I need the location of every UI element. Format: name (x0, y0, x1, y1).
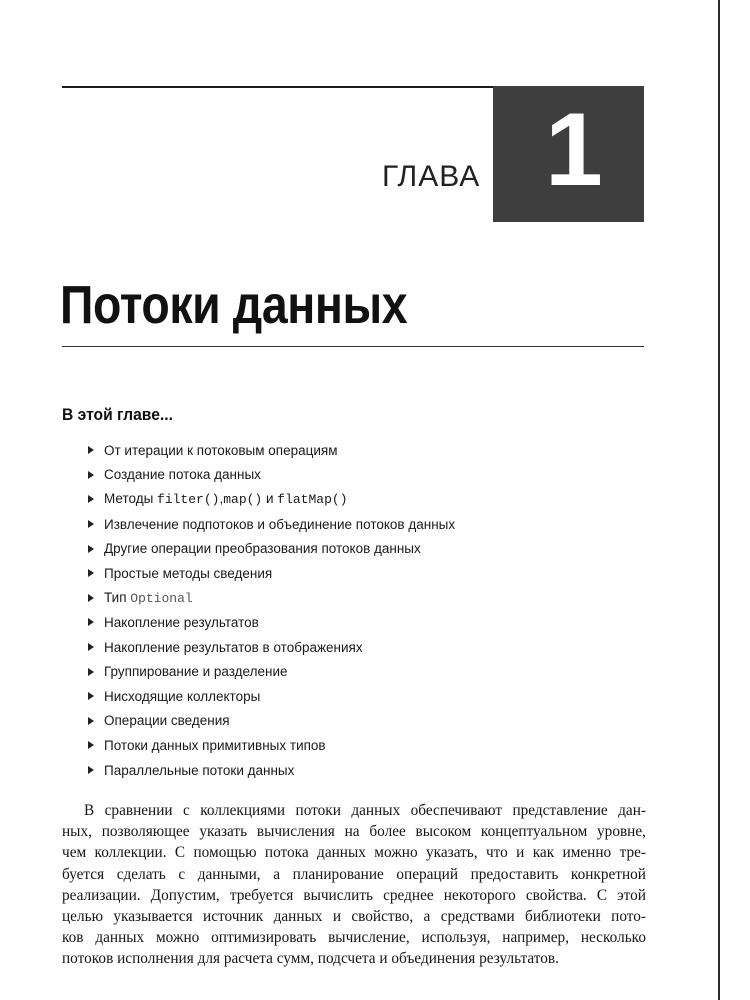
list-item-text: Тип (104, 589, 131, 605)
body-line: целью указывается источник данных и свойство, а средствами библиотеки пото- (62, 908, 646, 926)
triangle-bullet-icon (88, 471, 94, 479)
list-item-text: и (262, 491, 278, 507)
triangle-bullet-icon (88, 569, 94, 577)
code-filter: filter() (157, 492, 220, 508)
list-item (88, 684, 455, 709)
triangle-bullet-icon (88, 446, 94, 454)
list-item-separator: , (219, 491, 224, 507)
list-item-label: Накопление результатов в отображениях (104, 639, 363, 655)
chapter-title: Потоки данных (60, 275, 408, 335)
body-line: реализации. Допустим, требуется вычислить среднее некоторого свойства. С этой (62, 886, 646, 904)
triangle-bullet-icon (88, 668, 94, 676)
triangle-bullet-icon (88, 766, 94, 774)
list-item-label: Создание потока данных (104, 467, 261, 483)
list-item (88, 561, 455, 586)
body-line: ных, позволяющее указать вычисления на более высоком концептуальном уровне, (62, 823, 646, 841)
triangle-bullet-icon (88, 545, 94, 553)
list-item (88, 659, 455, 684)
body-paragraph (62, 800, 646, 970)
list-item-text: Методы (104, 491, 158, 507)
chapter-number: 1 (545, 92, 601, 208)
list-item (88, 512, 455, 537)
list-item (88, 733, 455, 758)
triangle-bullet-icon (88, 495, 94, 503)
list-item-label: Потоки данных примитивных типов (104, 737, 326, 753)
chapter-topics-list (88, 438, 455, 782)
triangle-bullet-icon (88, 692, 94, 700)
code-optional: Optional (130, 590, 193, 606)
triangle-bullet-icon (88, 643, 94, 651)
body-line: чем коллекции. С помощью потока данных можно указать, что и как именно тре- (62, 844, 646, 862)
list-item-label: Извлечение подпотоков и объединение потоков данных (104, 516, 456, 532)
list-item (88, 463, 455, 488)
list-item (88, 536, 455, 561)
list-item-label: Простые методы сведения (104, 565, 273, 581)
list-item (88, 635, 455, 660)
body-line: ков данных можно оптимизировать вычисление, используя, например, несколько (62, 929, 646, 947)
list-item (88, 586, 455, 611)
page-edge-line (718, 0, 720, 1000)
body-line: потоков исполнения для расчета сумм, подсчета и объединения результатов. (62, 950, 559, 968)
body-line: буется сделать с данными, а планирование операций предоставить конкретной (62, 865, 646, 883)
list-item (88, 438, 455, 463)
list-item-label: От итерации к потоковым операциям (104, 442, 338, 458)
code-flatmap: flatMap() (277, 492, 348, 508)
triangle-bullet-icon (88, 520, 94, 528)
list-item-label: Параллельные потоки данных (104, 762, 295, 778)
list-item-label: Группирование и разделение (104, 664, 288, 680)
list-item-label: Нисходящие коллекторы (104, 688, 261, 704)
triangle-bullet-icon (88, 717, 94, 725)
triangle-bullet-icon (88, 618, 94, 626)
list-item (88, 709, 455, 734)
list-item (88, 487, 455, 512)
list-item-label (104, 590, 193, 606)
list-item (88, 758, 455, 783)
triangle-bullet-icon (88, 741, 94, 749)
list-item (88, 610, 455, 635)
list-item-label: Другие операции преобразования потоков данных (104, 541, 421, 557)
list-item-label: Операции сведения (104, 713, 230, 729)
list-item-label: Накопление результатов (104, 614, 259, 630)
triangle-bullet-icon (88, 594, 94, 602)
chapter-label: ГЛАВА (382, 160, 481, 193)
body-line: В сравнении с коллекциями потоки данных обеспечивают представление дан- (84, 802, 646, 819)
code-map: map() (223, 492, 263, 508)
list-item-label (104, 491, 348, 507)
in-this-chapter-heading: В этой главе... (62, 405, 173, 424)
title-rule (62, 346, 644, 347)
